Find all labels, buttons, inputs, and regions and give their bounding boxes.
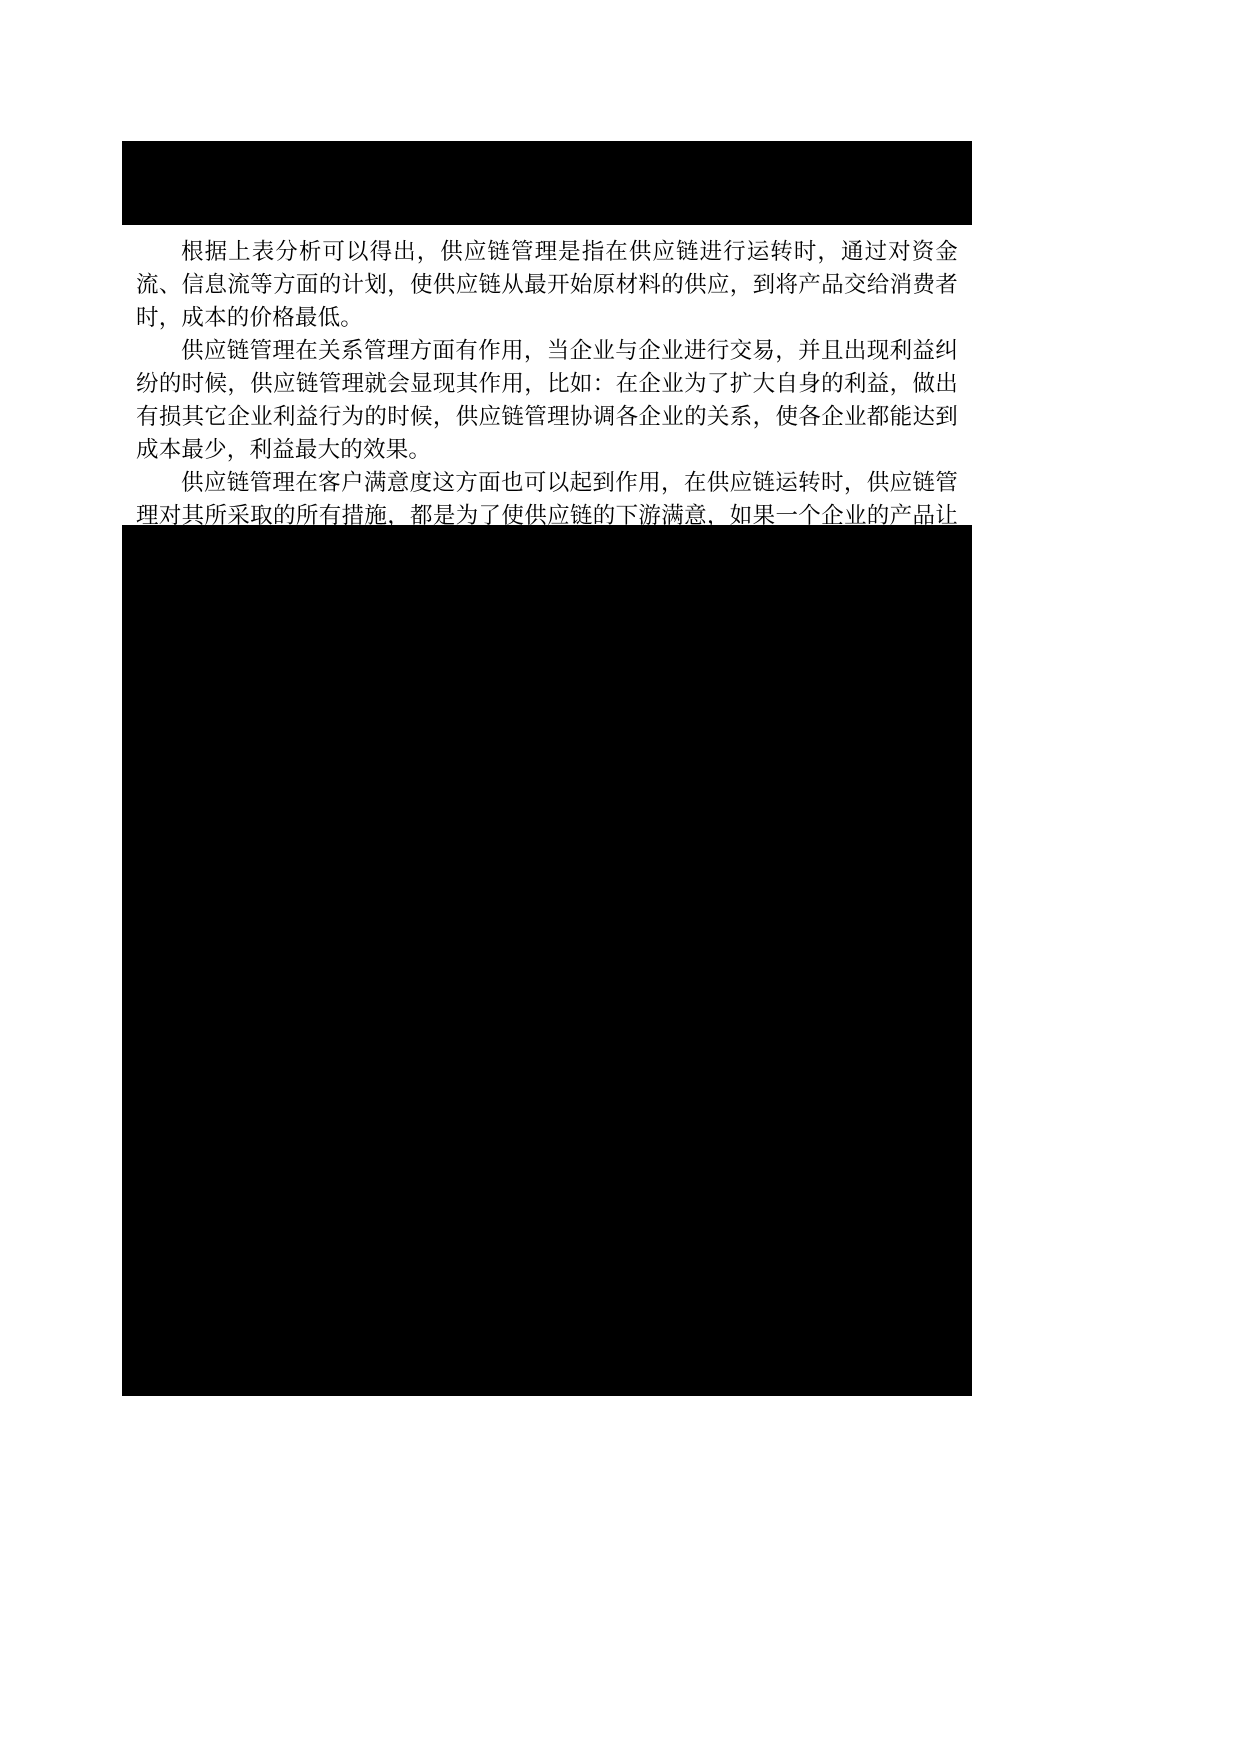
paragraph-1: 根据上表分析可以得出，供应链管理是指在供应链进行运转时，通过对资金流、信息流等方面的计划，使供应链从最开始原材料的供应，到将产品交给消费者时，成本的价格最低。 [136,239,958,330]
paragraph-3: 供应链管理在客户满意度这方面也可以起到作用，在供应链运转时，供应链管理对其所采取的所有措施，都是为了使供应链的下游满意，如果一个企业的产品让客户满意度低，那么该企业可能面临危机。 [136,470,958,561]
body-text-panel [122,225,972,561]
paragraph-2: 供应链管理在关系管理方面有作用，当企业与企业进行交易，并且出现利益纠纷的时候，供应链管理就会显现其作用，比如：在企业为了扩大自身的利益，做出有损其它企业利益行为的时候，供应链管理协调各企业的关系，使各企业都能达到成本最少，利益最大的效果。 [136,338,958,462]
